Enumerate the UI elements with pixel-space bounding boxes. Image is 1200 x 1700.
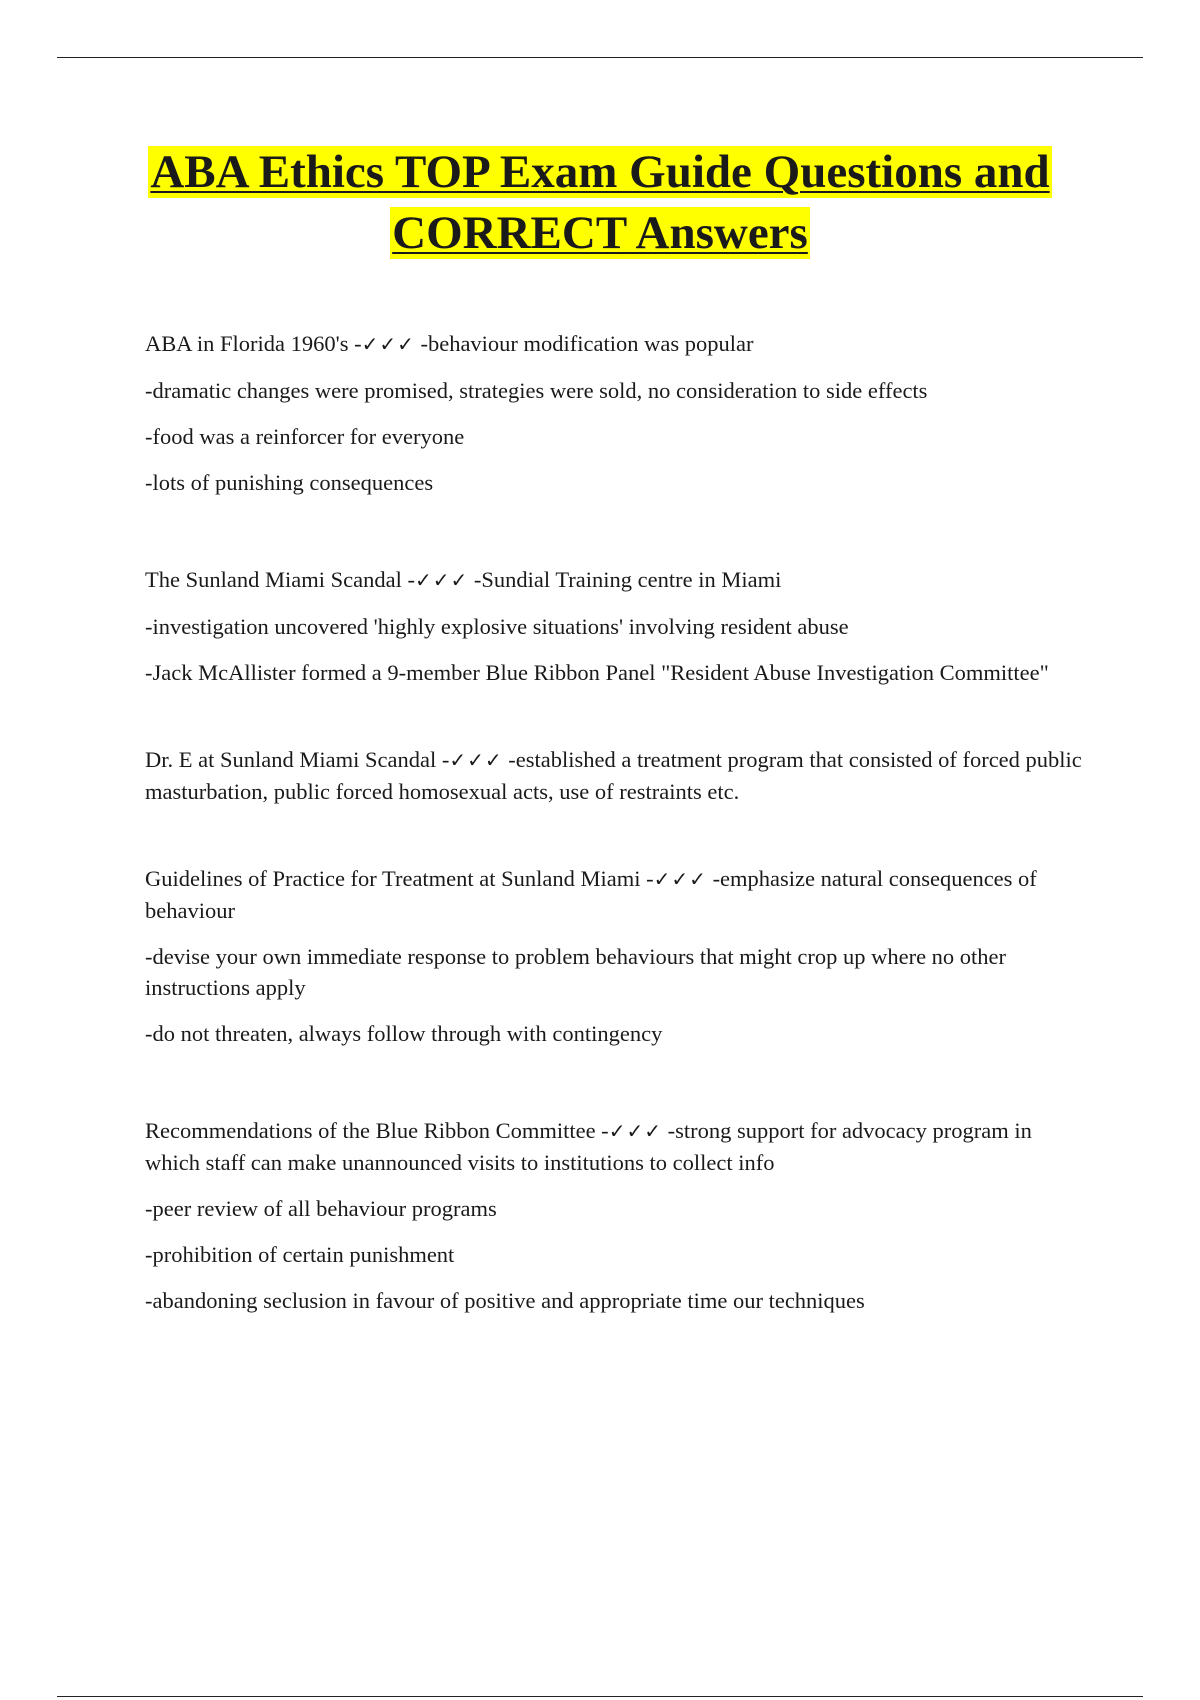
qa-answer: -established a treatment program that consisted of forced public masturbation, public forced homosexual acts, use of restraints etc. [145, 747, 1082, 804]
title-line-2: CORRECT Answers [392, 207, 808, 259]
qa-detail: -lots of punishing consequences [145, 470, 434, 495]
qa-entry-recommendations [145, 1115, 1090, 1316]
qa-detail: -Jack McAllister formed a 9-member Blue Ribbon Panel "Resident Abuse Investigation Committee" [145, 660, 1049, 685]
qa-question [145, 328, 1090, 360]
check-icon: ✓✓✓ [361, 332, 415, 356]
qa-term: ABA in Florida 1960's - [145, 331, 362, 356]
qa-detail: -dramatic changes were promised, strategies were sold, no consideration to side effects [145, 378, 928, 403]
qa-detail: -investigation uncovered 'highly explosive situations' involving resident abuse [145, 614, 849, 639]
qa-detail: -food was a reinforcer for everyone [145, 424, 465, 449]
qa-entry-guidelines [145, 863, 1090, 1049]
qa-answer: -behaviour modification was popular [414, 331, 754, 356]
qa-question [145, 1115, 1090, 1178]
qa-entry-aba-florida [145, 328, 1090, 498]
footer-rule [57, 1696, 1143, 1697]
qa-answer: -strong support for advocacy program in which staff can make unannounced visits to institutions to collect info [145, 1118, 1032, 1175]
check-icon: ✓✓✓ [449, 748, 503, 772]
qa-question [145, 863, 1090, 926]
qa-question [145, 744, 1090, 807]
qa-detail: -do not threaten, always follow through with contingency [145, 1021, 663, 1046]
qa-term: Dr. E at Sunland Miami Scandal - [145, 747, 450, 772]
title-line-1: ABA Ethics TOP Exam Guide Questions and [150, 146, 1050, 198]
qa-detail: -abandoning seclusion in favour of positive and appropriate time our techniques [145, 1288, 865, 1313]
check-icon: ✓✓✓ [653, 867, 707, 891]
header-rule [57, 57, 1143, 58]
qa-question [145, 564, 1090, 596]
qa-term: The Sunland Miami Scandal - [145, 567, 415, 592]
check-icon: ✓✓✓ [414, 568, 469, 592]
qa-answer: -Sundial Training centre in Miami [468, 567, 782, 592]
qa-answer: -emphasize natural consequences of behaviour [145, 866, 1037, 923]
qa-list [145, 328, 1090, 1316]
page-title [0, 142, 1200, 264]
qa-term: Recommendations of the Blue Ribbon Committee - [145, 1118, 609, 1143]
check-icon: ✓✓✓ [608, 1119, 662, 1143]
qa-term: Guidelines of Practice for Treatment at Sunland Miami - [145, 866, 654, 891]
qa-detail: -prohibition of certain punishment [145, 1242, 455, 1267]
qa-detail: -devise your own immediate response to problem behaviours that might crop up where no other instructions apply [145, 944, 1007, 1000]
qa-detail: -peer review of all behaviour programs [145, 1196, 497, 1221]
qa-entry-sunland-scandal [145, 564, 1090, 688]
qa-entry-dr-e [145, 744, 1090, 807]
